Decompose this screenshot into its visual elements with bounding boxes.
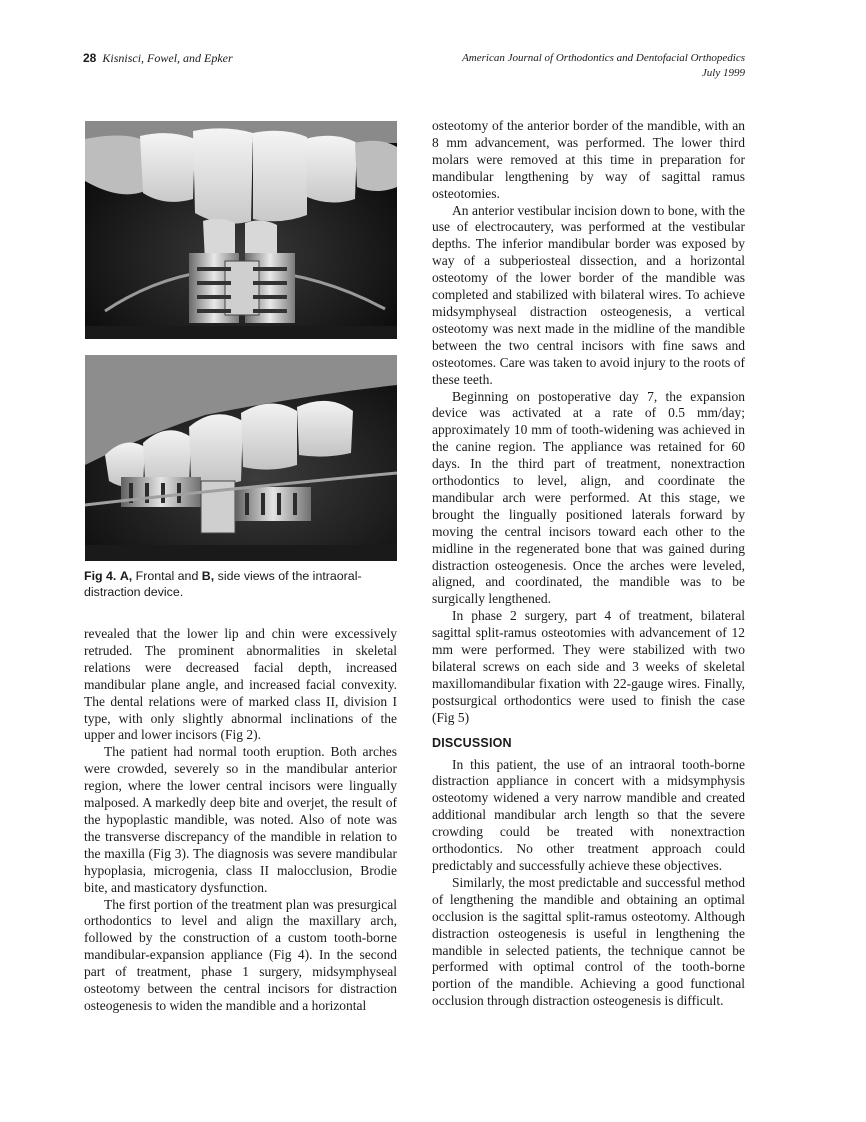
caption-panel-b: B,	[201, 569, 215, 583]
frontal-photo-image	[85, 121, 397, 339]
paragraph: The first portion of the treatment plan was presurgical orthodontics to level and align the maxillary arch, followed by the construction of a custom tooth-borne mandibular-expansion appliance (Fig 4). In the second part of treatment, phase 1 surgery, midsymphyseal osteotomy between the central incisors for distraction osteogenesis to widen the mandible and a horizontal	[84, 896, 397, 1013]
running-authors: Kisnisci, Fowel, and Epker	[102, 51, 233, 65]
figure-4b-side-photo	[85, 355, 397, 561]
paragraph: osteotomy of the anterior border of the mandible, with an 8 mm advancement, was performed. The lower third molars were removed at this time in preparation for mandibular lengthening by way of sagittal ramus osteotomies.	[432, 118, 745, 201]
caption-text-1: Frontal and	[132, 569, 202, 583]
figure-4a-frontal-photo	[85, 121, 397, 339]
paragraph: The patient had normal tooth eruption. Both arches were crowded, severely so in the mandibular anterior region, where the lower central incisors were lingually malposed. A markedly deep bite and overjet, the result of the hypoplastic mandible, was noted. Also of note was the transverse discrepancy of the mandible in relation to the maxilla (Fig 3). The diagnosis was severe mandibular hypoplasia, microgenia, class II malocclusion, Brodie bite, and masticatory dysfunction.	[84, 744, 397, 895]
section-heading-discussion: DISCUSSION	[432, 735, 512, 750]
paragraph: revealed that the lower lip and chin were excessively retruded. The prominent abnormalities in skeletal relations were decreased facial depth, increased mandibular plane angle, and increased facial convexity. The dental relations were of marked class II, division I type, with only slightly abnormal inclinations of the upper and lower incisors (Fig 2).	[84, 626, 397, 743]
figure-caption	[84, 568, 402, 600]
page-number: 28	[83, 51, 97, 65]
caption-text-2: side views of the intraoral-distraction device.	[84, 569, 362, 599]
issue-date: July 1999	[701, 67, 745, 79]
side-photo-image	[85, 355, 397, 561]
paragraph: In phase 2 surgery, part 4 of treatment, bilateral sagittal split-ramus osteotomies with advancement of 12 mm were performed. They were stabilized with two bilateral screws on each side and 3 weeks of skeletal maxillomandibular fixation with 22-gauge wires. Finally, postsurgical orthodontics were used to finish the case (Fig 5)	[432, 608, 745, 725]
paragraph: Beginning on postoperative day 7, the expansion device was activated at a rate of 0.5 mm/day; approximately 10 mm of tooth-widening was achieved in the canine region. The appliance was retained for 60 days. In the third part of treatment, nonextraction orthodontics to level, align, and coordinate the mandibular arch were performed. At this stage, we brought the lingually positioned laterals forward by moving the central incisors toward each other to the midline in the regenerated bone that was gained during distraction osteogenesis. Once the arches were leveled, aligned, and coordinated, the mandible was to be surgically lengthened.	[432, 388, 745, 607]
paragraph: An anterior vestibular incision down to bone, with the use of electrocautery, was performed at the vestibular depths. The inferior mandibular border was exposed by way of a subperiosteal dissection, and a horizontal osteotomy of the lower border of the mandible was completed and stabilized with bilateral wires. To achieve midsymphyseal distraction osteogenesis, a vertical osteotomy was next made in the midline of the mandible between the two central incisors with fine saws and osteotomes. Care was taken to avoid injury to the roots of these teeth.	[432, 202, 745, 387]
left-column	[84, 626, 397, 1015]
running-header-left	[83, 51, 233, 66]
caption-panel-a: A,	[119, 569, 133, 583]
right-column	[432, 118, 745, 1010]
paragraph: In this patient, the use of an intraoral tooth-borne distraction appliance in concert with a midsymphysis osteotomy widened a very narrow mandible and created additional mandibular arch length so that the severe crowding could be treated with nonextraction orthodontics. No other treatment approach could predictably and successfully achieve these objectives.	[432, 756, 745, 873]
journal-name: American Journal of Orthodontics and Dentofacial Orthopedics	[462, 52, 745, 64]
running-header-right	[462, 51, 745, 81]
paragraph: Similarly, the most predictable and successful method of lengthening the mandible and obtaining an optimal occlusion is the sagittal split-ramus osteotomy. Although distraction osteogenesis is useful in lengthening the mandible in selected patients, the technique cannot be performed with optimal control of the tooth-borne portion of the mandible. Achieving a good functional occlusion through distraction osteogenesis is difficult.	[432, 874, 745, 1009]
caption-label: Fig 4.	[84, 569, 117, 583]
